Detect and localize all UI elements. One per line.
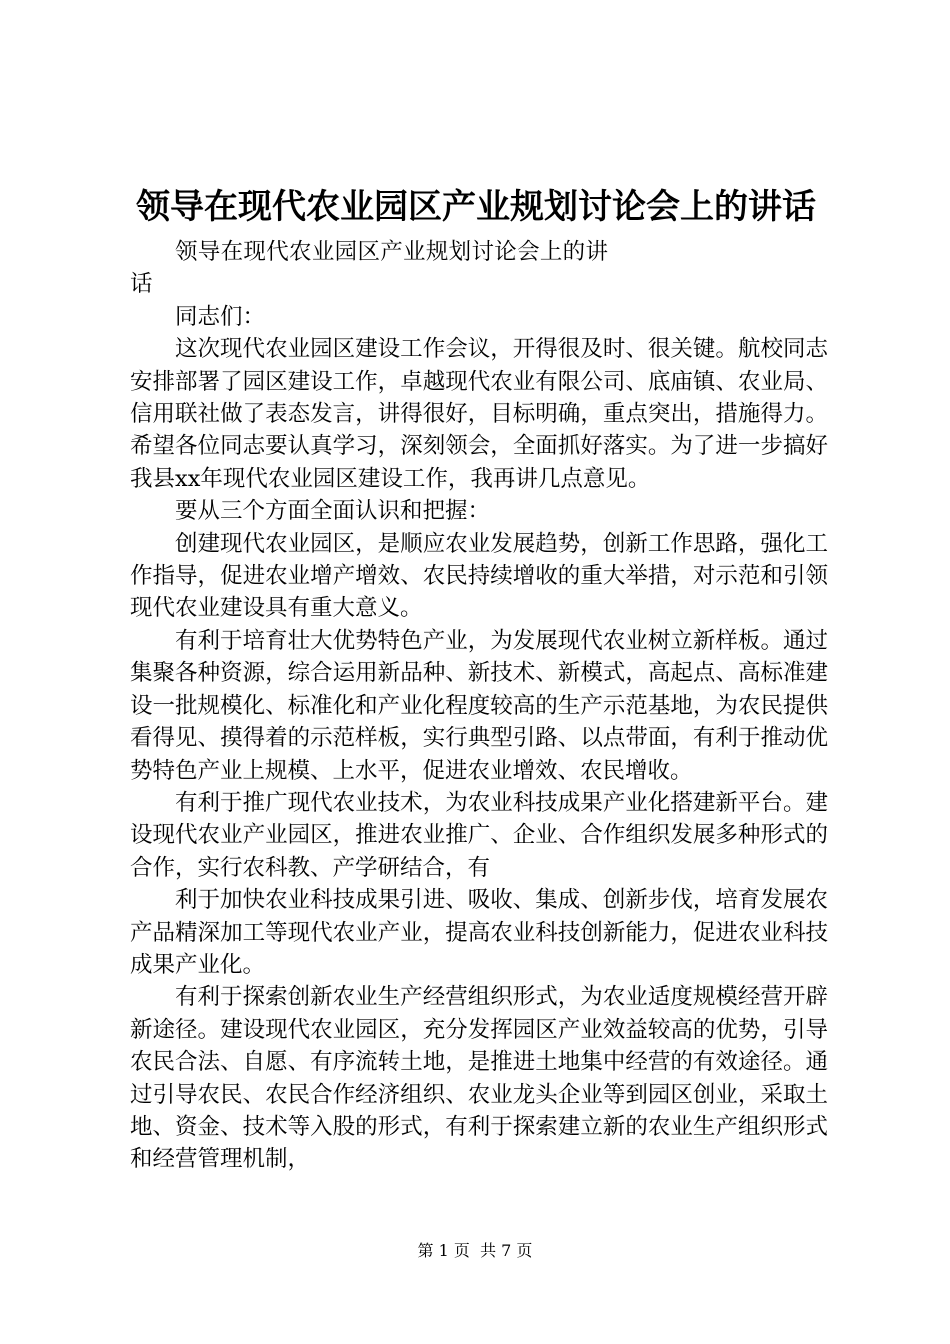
salutation-paragraph: 同志们：	[175, 303, 266, 330]
body-paragraph: 有利于探索创新农业生产经营组织形式，为农业适度规模经营开辟新途径。建设现代农业园区，充分发挥园区产业效益较高的优势，引导农民合法、自愿、有序流转土地，是推进土地集中经营的有效途径。通过引导农民、农民合作经济组织、农业龙头企业等到园区创业，采取土地、资金、技术等入股的形式，有利于探索建立新的农业生产组织形式和经营管理机制，	[130, 984, 828, 1173]
page-number-footer: 第 1 页 共 7 页	[417, 1241, 533, 1260]
document-body	[130, 236, 828, 1176]
body-paragraph: 有利于培育壮大优势特色产业，为发展现代农业树立新样板。通过集聚各种资源，综合运用新品种、新技术、新模式，高起点、高标准建设一批规模化、标准化和产业化程度较高的生产示范基地，为农民提供看得见、摸得着的示范样板，实行典型引路、以点带面，有利于推动优势特色产业上规模、上水平，促进农业增效、农民增收。	[130, 627, 828, 784]
subtitle-paragraph: 领导在现代农业园区产业规划讨论会上的讲话	[130, 239, 608, 298]
body-paragraph: 创建现代农业园区，是顺应农业发展趋势，创新工作思路，强化工作指导，促进农业增产增效、农民持续增收的重大举措，对示范和引领现代农业建设具有重大意义。	[130, 530, 828, 622]
body-paragraph: 利于加快农业科技成果引进、吸收、集成、创新步伐，培育发展农产品精深加工等现代农业产业，提高农业科技创新能力，促进农业科技成果产业化。	[130, 887, 828, 978]
document-title: 领导在现代农业园区产业规划讨论会上的讲话	[136, 187, 816, 227]
body-paragraph: 这次现代农业园区建设工作会议，开得很及时、很关键。航校同志安排部署了园区建设工作，卓越现代农业有限公司、底庙镇、农业局、信用联社做了表态发言，讲得很好，目标明确，重点突出，措施得力。希望各位同志要认真学习，深刻领会，全面抓好落实。为了进一步搞好我县xx年现代农业园区建设工作，我再讲几点意见。	[130, 336, 828, 492]
body-paragraph: 有利于推广现代农业技术，为农业科技成果产业化搭建新平台。建设现代农业产业园区，推进农业推广、企业、合作组织发展多种形式的合作，实行农科教、产学研结合，有	[130, 789, 828, 881]
body-paragraph: 要从三个方面全面认识和把握：	[175, 498, 491, 525]
